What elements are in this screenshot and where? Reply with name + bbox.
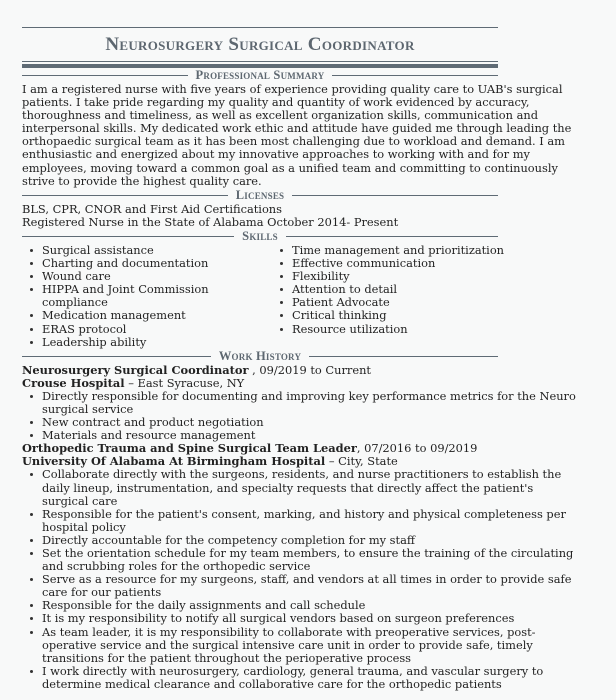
job-title: Orthopedic Trauma and Spine Surgical Team Leader bbox=[22, 441, 357, 456]
skills-left-list bbox=[22, 244, 272, 349]
job-bullet: New contract and product negotiation bbox=[42, 416, 582, 429]
job-title: Neurosurgery Surgical Coordinator bbox=[22, 362, 249, 377]
job-company: University Of Alabama At Birmingham Hospital bbox=[22, 454, 326, 469]
skill-item: Leadership ability bbox=[42, 336, 272, 349]
skill-item: Time management and prioritization bbox=[292, 244, 522, 257]
skills-heading-label: Skills bbox=[242, 228, 278, 243]
skill-item: Wound care bbox=[42, 270, 272, 283]
job-entry bbox=[22, 364, 582, 443]
skills-columns bbox=[22, 244, 522, 349]
job-entry bbox=[22, 442, 582, 691]
job-dates: , 09/2019 to Current bbox=[248, 362, 371, 377]
skill-item: Patient Advocate bbox=[292, 296, 522, 309]
divider bbox=[22, 236, 234, 237]
summary-text: I am a registered nurse with five years of experience providing quality care to UAB's surgical patients. I take pride regarding my quality and quantity of work evidenced by accuracy, thoroughness and timeliness, as well as excellent organization skills, communication and interpersonal skills. My dedicated work ethic and attitude have guided me through leading the orthopaedic surgical team as it has been most challenging due to workload and demand. I am enthusiastic and energized about my innovative approaches to working with and for my employees, moving toward a common goal as a unified team and committing to continuously strive to provide the highest quality care. bbox=[22, 82, 572, 188]
title-rule-thin bbox=[22, 61, 498, 62]
job-bullet: Responsible for the patient's consent, marking, and history and physical completeness per hospital policy bbox=[42, 508, 582, 534]
skills-heading bbox=[22, 229, 498, 244]
job-bullet: Collaborate directly with the surgeons, residents, and nurse practitioners to establish the daily lineup, instrumentation, and specialty requests that directly affect the patient's surgical care bbox=[42, 468, 582, 507]
skill-item: Resource utilization bbox=[292, 323, 522, 336]
job-bullet: Directly accountable for the competency completion for my staff bbox=[42, 534, 582, 547]
summary-heading bbox=[22, 68, 498, 83]
top-rule bbox=[22, 27, 498, 28]
job-bullet: Directly responsible for documenting and improving key performance metrics for the Neuro surgical service bbox=[42, 390, 582, 416]
divider bbox=[286, 236, 498, 237]
job-bullets bbox=[22, 390, 582, 442]
skill-item: Charting and documentation bbox=[42, 257, 272, 270]
job-company: Crouse Hospital bbox=[22, 375, 125, 390]
skill-item: Critical thinking bbox=[292, 309, 522, 322]
divider bbox=[22, 75, 188, 76]
job-bullet: As team leader, it is my responsibility to collaborate with preoperative services, post-operative service and the surgical intensive care unit in order to provide safe, timely transitions for the patient throughout the perioperative process bbox=[42, 626, 582, 665]
skills-right-list bbox=[272, 244, 522, 349]
divider bbox=[309, 356, 498, 357]
summary-heading-label: Professional Summary bbox=[195, 67, 325, 82]
skill-item: Effective communication bbox=[292, 257, 522, 270]
job-bullet: Set the orientation schedule for my team members, to ensure the training of the circulating and scrubbing roles for the orthopedic service bbox=[42, 547, 582, 573]
divider bbox=[22, 195, 228, 196]
work-history-heading bbox=[22, 349, 498, 364]
licenses-heading-label: Licenses bbox=[235, 187, 285, 202]
job-bullet: Materials and resource management bbox=[42, 429, 582, 442]
job-dates: , 07/2016 to 09/2019 bbox=[356, 441, 478, 456]
job-bullet: It is my responsibility to notify all surgical vendors based on surgeon preferences bbox=[42, 612, 582, 625]
skill-item: ERAS protocol bbox=[42, 323, 272, 336]
divider bbox=[332, 75, 498, 76]
work-history-heading-label: Work History bbox=[218, 348, 302, 363]
licenses-heading bbox=[22, 188, 498, 203]
skill-item: Medication management bbox=[42, 309, 272, 322]
job-bullet: I work directly with neurosurgery, cardiology, general trauma, and vascular surgery to determine medical clearance and collaborative care for the orthopedic patients bbox=[42, 665, 582, 691]
skill-item: Flexibility bbox=[292, 270, 522, 283]
resume-title: Neurosurgery Surgical Coordinator bbox=[105, 34, 415, 55]
job-bullet: Serve as a resource for my surgeons, staff, and vendors at all times in order to provide safe care for our patients bbox=[42, 573, 582, 599]
job-location: – City, State bbox=[325, 454, 398, 469]
job-bullets bbox=[22, 468, 582, 691]
job-location: – East Syracuse, NY bbox=[124, 375, 245, 390]
resume-content bbox=[22, 68, 582, 691]
skill-item: Surgical assistance bbox=[42, 244, 272, 257]
job-company-line bbox=[22, 377, 582, 390]
license-item: BLS, CPR, CNOR and First Aid Certifications bbox=[22, 201, 282, 216]
license-item: Registered Nurse in the State of Alabama October 2014- Present bbox=[22, 214, 399, 229]
skill-item: Attention to detail bbox=[292, 283, 522, 296]
divider bbox=[22, 356, 211, 357]
skill-item: HIPPA and Joint Commission compliance bbox=[42, 283, 272, 309]
job-bullet: Responsible for the daily assignments and call schedule bbox=[42, 599, 582, 612]
divider bbox=[292, 195, 498, 196]
